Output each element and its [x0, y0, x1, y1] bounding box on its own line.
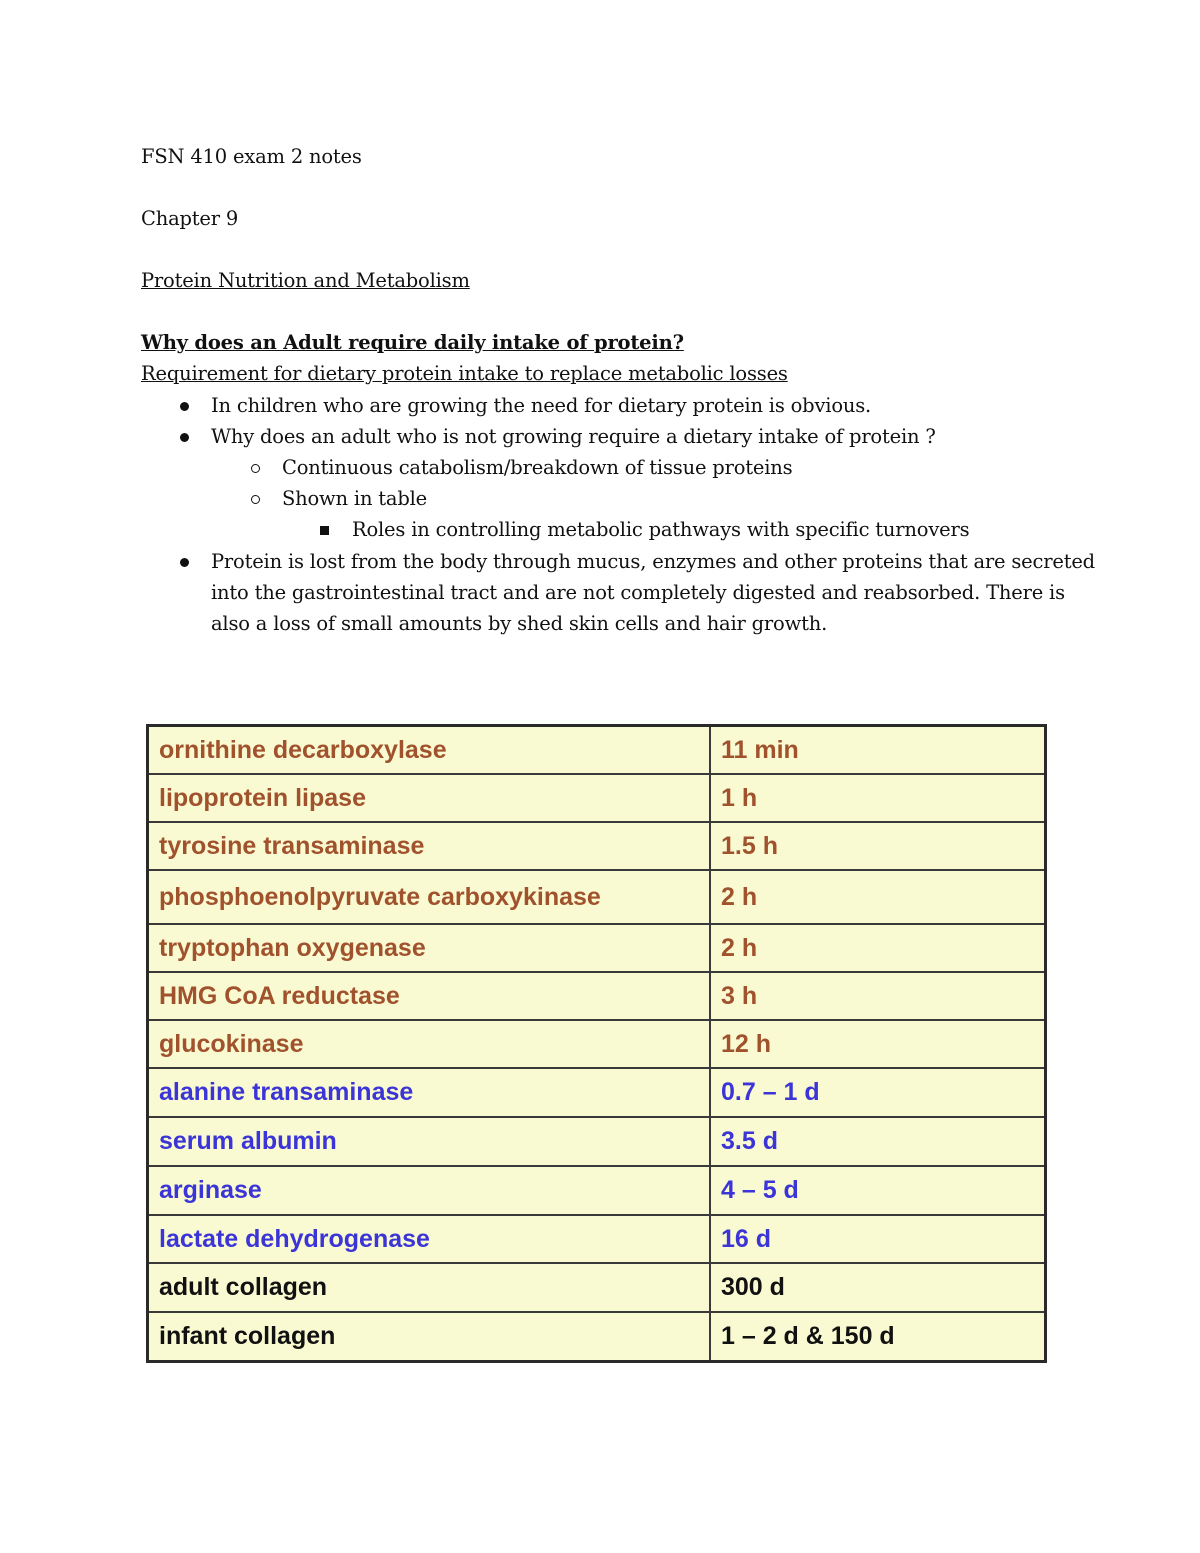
protein-name-cell: infant collagen — [149, 1313, 711, 1360]
course-title: FSN 410 exam 2 notes — [141, 145, 362, 168]
protein-name-cell: adult collagen — [149, 1264, 711, 1311]
table-row — [149, 1313, 1044, 1360]
half-life-cell: 1 h — [721, 783, 758, 812]
half-life-cell: 12 h — [721, 1029, 772, 1058]
table-row — [149, 973, 1044, 1021]
table-row — [149, 925, 1044, 973]
half-life-cell: 11 min — [721, 735, 799, 764]
table-row — [149, 823, 1044, 871]
protein-name-cell: glucokinase — [149, 1021, 711, 1067]
list-item-line: also a loss of small amounts by shed skin cells and hair growth. — [211, 612, 828, 635]
question-subheading: Requirement for dietary protein intake to replace metabolic losses — [141, 362, 788, 385]
half-life-cell: 0.7 – 1 d — [721, 1078, 820, 1106]
table-row — [149, 727, 1044, 775]
bullet-square-icon — [320, 526, 329, 535]
protein-name-cell: tryptophan oxygenase — [149, 925, 711, 971]
list-item: In children who are growing the need for dietary protein is obvious. — [211, 394, 872, 417]
half-life-cell: 16 d — [721, 1224, 772, 1253]
bullet-circle-icon — [251, 464, 260, 473]
protein-turnover-table — [146, 724, 1047, 1363]
protein-name-cell: ornithine decarboxylase — [149, 727, 711, 773]
bullet-dot-icon — [180, 433, 189, 442]
half-life-cell: 2 h — [721, 933, 758, 962]
question-heading: Why does an Adult require daily intake of protein? — [141, 331, 684, 354]
half-life-cell: 300 d — [721, 1273, 785, 1301]
table-row — [149, 1118, 1044, 1167]
table-row — [149, 1264, 1044, 1313]
protein-name-cell: alanine transaminase — [149, 1069, 711, 1116]
protein-name-cell: HMG CoA reductase — [149, 973, 711, 1019]
half-life-cell: 3.5 d — [721, 1127, 778, 1155]
protein-name-cell: arginase — [149, 1167, 711, 1214]
list-item: Why does an adult who is not growing require a dietary intake of protein ? — [211, 425, 936, 448]
protein-name-cell: serum albumin — [149, 1118, 711, 1165]
table-row — [149, 1069, 1044, 1118]
list-item: Shown in table — [282, 487, 428, 510]
chapter-label: Chapter 9 — [141, 207, 239, 230]
half-life-cell: 1 – 2 d & 150 d — [721, 1322, 895, 1350]
table-row — [149, 1216, 1044, 1264]
bullet-dot-icon — [180, 402, 189, 411]
bullet-circle-icon — [251, 495, 260, 504]
half-life-cell: 1.5 h — [721, 831, 778, 860]
table-row — [149, 871, 1044, 925]
half-life-cell: 3 h — [721, 981, 758, 1010]
bullet-dot-icon — [180, 558, 189, 567]
list-item: Roles in controlling metabolic pathways with specific turnovers — [352, 518, 970, 541]
protein-name-cell: lactate dehydrogenase — [149, 1216, 711, 1262]
list-item-line: Protein is lost from the body through mucus, enzymes and other proteins that are secreted — [211, 550, 1095, 573]
list-item-line: into the gastrointestinal tract and are not completely digested and reabsorbed. There is — [211, 581, 1065, 604]
table-row — [149, 1021, 1044, 1069]
table-row — [149, 1167, 1044, 1216]
protein-name-cell: tyrosine transaminase — [149, 823, 711, 869]
half-life-cell: 4 – 5 d — [721, 1176, 799, 1204]
protein-name-cell: phosphoenolpyruvate carboxykinase — [149, 871, 711, 923]
table-row — [149, 775, 1044, 823]
list-item: Continuous catabolism/breakdown of tissue proteins — [282, 456, 793, 479]
protein-name-cell: lipoprotein lipase — [149, 775, 711, 821]
half-life-cell: 2 h — [721, 882, 758, 911]
section-title: Protein Nutrition and Metabolism — [141, 269, 470, 292]
